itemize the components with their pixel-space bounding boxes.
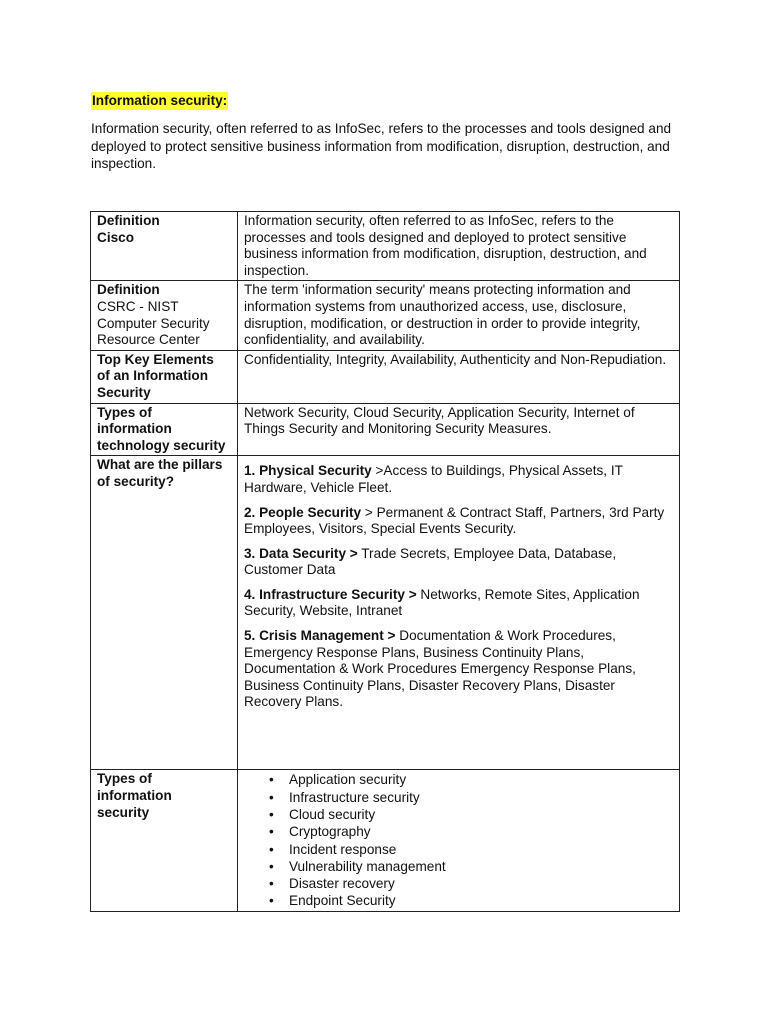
row-label: of security?	[97, 473, 175, 489]
pillar-text: Permanent & Contract Staff, Partners, 3rd Party Employees, Visitors, Special Events Security.	[244, 504, 665, 537]
page-title: Information security:	[92, 93, 228, 108]
row-label: Security	[97, 384, 151, 400]
pillar-item	[244, 628, 673, 711]
row-label-cell	[91, 770, 238, 911]
table-row	[91, 403, 680, 456]
row-label: information	[97, 787, 172, 803]
pillar-title: 3. Data Security >	[244, 545, 358, 561]
pillar-title: 2. People Security	[244, 504, 362, 520]
list-item: • Vulnerability management	[289, 858, 673, 875]
pillar-separator: >	[371, 463, 384, 479]
row-label: CSRC - NIST	[97, 298, 179, 314]
pillar-title: 5. Crisis Management >	[244, 628, 396, 644]
table-row	[91, 770, 680, 911]
pillars-content	[238, 456, 680, 770]
row-label: Definition	[97, 282, 160, 298]
pillar-item	[244, 463, 673, 496]
row-label-cell	[91, 403, 238, 456]
pillar-separator: >	[361, 504, 377, 520]
row-label: Top Key Elements	[97, 351, 214, 367]
row-label: Types of	[97, 771, 152, 787]
list-item: • Infrastructure security	[289, 789, 673, 806]
row-label: Computer Security	[97, 315, 210, 331]
row-content: Information security, often referred to as InfoSec, refers to the processes and tools designed and deployed to protect sensitive business information from modification, disruption, destruction, and inspection.	[238, 212, 680, 281]
pillar-item	[244, 587, 673, 620]
pillar-text: Networks, Remote Sites, Application Security, Website, Intranet	[244, 586, 640, 619]
types-content	[238, 770, 680, 911]
row-content: The term 'information security' means protecting information and information systems from unauthorized access, use, disclosure, disruption, modification, or destruction in order to provide integrity, confidentiality, and availability.	[238, 281, 680, 350]
row-label: information	[97, 421, 172, 437]
bullet-list	[244, 771, 673, 909]
pillar-title: 4. Infrastructure Security >	[244, 586, 417, 602]
row-label: of an Information	[97, 368, 209, 384]
row-label: Cisco	[97, 229, 135, 245]
row-content: Confidentiality, Integrity, Availability, Authenticity and Non-Repudiation.	[238, 350, 680, 403]
row-label: What are the pillars	[97, 457, 223, 473]
row-label: security	[97, 804, 150, 820]
table-row	[91, 456, 680, 770]
pillar-item	[244, 505, 673, 538]
table-row	[91, 350, 680, 403]
pillar-text: Trade Secrets, Employee Data, Database, Customer Data	[244, 545, 617, 578]
pillar-text: Access to Buildings, Physical Assets, IT Hardware, Vehicle Fleet.	[244, 463, 623, 495]
list-item: • Endpoint Security	[289, 892, 673, 909]
row-content: Network Security, Cloud Security, Application Security, Internet of Things Security and Monitoring Security Measures.	[238, 403, 680, 456]
intro-paragraph: Information security, often referred to as InfoSec, refers to the processes and tools designed and deployed to protect sensitive business information from modification, disruption, destruction, and inspection.	[91, 121, 672, 171]
pillar-title: 1. Physical Security	[244, 463, 372, 479]
list-item: • Cryptography	[289, 823, 673, 840]
row-label-cell	[91, 281, 238, 350]
list-item: • Application security	[289, 771, 673, 788]
row-label: Resource Center	[97, 332, 200, 348]
info-table	[90, 211, 680, 912]
pillar-item	[244, 546, 673, 579]
table-row	[91, 212, 680, 281]
row-label: technology security	[97, 437, 226, 453]
pillar-text: Documentation & Work Procedures, Emergency Response Plans, Business Continuity Plans, Documentation & Work Procedures Emergency Response Plans, Business Continuity Plans, Disaster Recovery Plans, Disaster Recovery Plans.	[244, 628, 636, 710]
row-label-cell	[91, 212, 238, 281]
list-item: • Disaster recovery	[289, 875, 673, 892]
row-label-cell	[91, 456, 238, 770]
row-label: Types of	[97, 404, 152, 420]
list-item: • Cloud security	[289, 806, 673, 823]
row-label-cell	[91, 350, 238, 403]
list-item: • Incident response	[289, 841, 673, 858]
row-label: Definition	[97, 213, 160, 228]
table-row	[91, 281, 680, 350]
